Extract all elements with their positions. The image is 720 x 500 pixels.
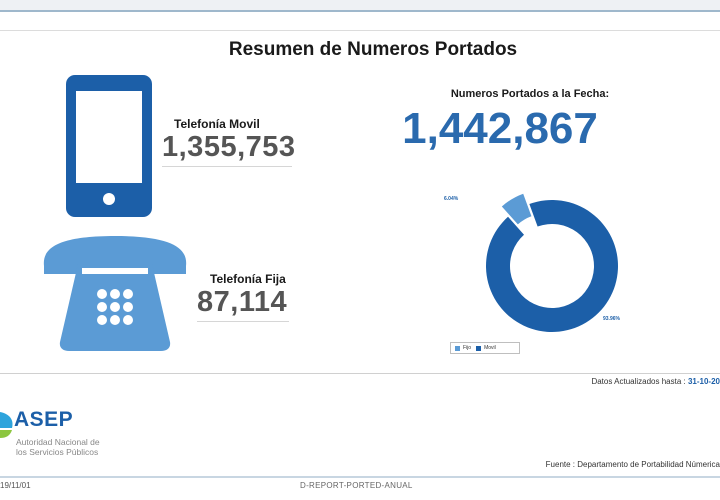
logo-name: ASEP: [14, 408, 74, 431]
legend-item-movil: [476, 345, 496, 351]
landline-phone-icon: [40, 234, 190, 357]
slice-label-movil: 93.96%: [603, 316, 620, 322]
source-note: Fuente : Departamento de Portabilidad Númerica: [545, 460, 720, 469]
updated-label: Datos Actualizados hasta :: [591, 377, 686, 386]
frame-line: [0, 30, 720, 31]
slice-label-fijo: 6.04%: [444, 196, 459, 202]
fixed-underline: [197, 321, 289, 322]
fixed-value: 87,114: [197, 286, 288, 318]
footer-report-code: D-REPORT-PORTED-ANUAL: [300, 481, 413, 490]
top-bar: [0, 0, 720, 12]
fixed-label: Telefonía Fija: [210, 272, 286, 286]
logo-subtitle-line2: los Servicios Públicos: [16, 447, 99, 457]
slice-movil: [486, 200, 618, 332]
legend-item-fijo: [455, 345, 471, 351]
legend-swatch-fijo: [455, 346, 460, 351]
chart-legend: [450, 342, 520, 354]
updated-note: [591, 377, 720, 386]
legend-label-fijo: Fijo: [463, 345, 472, 351]
portability-donut-chart: [430, 180, 630, 340]
mobile-value: 1,355,753: [162, 131, 296, 163]
mobile-phone-icon: [66, 75, 152, 222]
total-value: 1,442,867: [402, 104, 598, 153]
logo-subtitle-line1: Autoridad Nacional de: [16, 437, 100, 447]
asep-logo: [0, 408, 140, 468]
logo-subtitle: [16, 437, 116, 457]
footer-date: 19/11/01: [0, 481, 31, 490]
total-label: Numeros Portados a la Fecha:: [450, 88, 610, 100]
page-title: Resumen de Numeros Portados: [228, 39, 518, 60]
updated-date: 31-10-20: [687, 377, 720, 386]
bottom-line: [0, 476, 720, 478]
mobile-label: Telefonía Movil: [174, 117, 260, 131]
legend-label-movil: Movil: [484, 345, 496, 351]
mobile-underline: [162, 166, 292, 167]
separator-line: [0, 373, 720, 374]
legend-swatch-movil: [476, 346, 481, 351]
